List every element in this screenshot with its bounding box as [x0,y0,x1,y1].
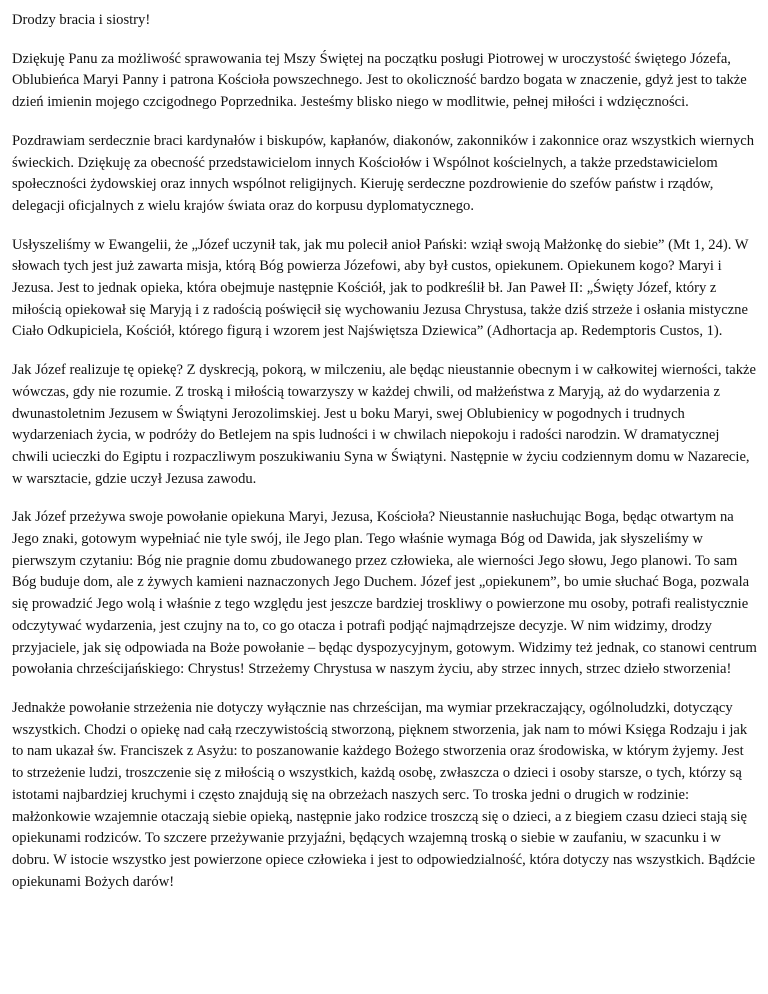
paragraph-5: Jak Józef przeżywa swoje powołanie opiekuna Maryi, Jezusa, Kościoła? Nieustannie nasłuchując Boga, będąc otwartym na Jego znaki, gotowym wypełniać nie tyle swój, ile Jego plan. Tego właśnie wymaga Bóg od Dawida, jak słyszeliśmy w pierwszym czytaniu: Bóg nie pragnie domu zbudowanego przez człowieka, ale wierności Jego słowu, Jego planowi. To sam Bóg buduje dom, ale z żywych kamieni naznaczonych Jego Duchem. Józef jest „opiekunem”, bo umie słuchać Boga, pozwala się prowadzić Jego wolą i właśnie z tego względu jest jeszcze bardziej troskliwy o powierzone mu osoby, potrafi realistycznie odczytywać wydarzenia, jest czujny na to, co go otacza i potrafi podjąć najmądrzejsze decyzje. W nim widzimy, drodzy przyjaciele, jak się odpowiada na Boże powołanie – będąc dyspozycyjnym, gotowym. Widzimy też jednak, co stanowi centrum powołania chrześcijańskiego: Chrystus! Strzeżemy Chrystusa w naszym życiu, aby strzec innych, strzec dzieło stworzenia! [12,509,757,678]
greeting-line: Drodzy bracia i siostry! [12,12,151,28]
homily-document [12,0,758,893]
paragraph-2: Pozdrawiam serdecznie braci kardynałów i biskupów, kapłanów, diakonów, zakonników i zakonnice oraz wszystkich wiernych świeckich. Dziękuję za obecność przedstawicielom innych Kościołów i Wspólnot kościelnych, a także przedstawicielom społeczności żydowskiej oraz innych wspólnot religijnych. Kieruję serdeczne pozdrowienie do szefów państw i rządów, delegacji oficjalnych z wielu krajów świata oraz do korpusu dyplomatycznego. [12,132,755,214]
paragraph-1: Dziękuję Panu za możliwość sprawowania tej Mszy Świętej na początku posługi Piotrowej w uroczystość świętego Józefa, Oblubieńca Maryi Panny i patrona Kościoła powszechnego. Jest to okoliczność bardzo bogata w znaczenie, gdyż jest to także dzień imienin mojego czcigodnego Poprzednika. Jesteśmy blisko niego w modlitwie, pełnej miłości i wdzięczności. [12,50,747,111]
paragraph-4: Jak Józef realizuje tę opiekę? Z dyskrecją, pokorą, w milczeniu, ale będąc nieustannie obecnym i w całkowitej wierności, także wówczas, gdy nie rozumie. Z troską i miłością towarzyszy w każdej chwili, od małżeństwa z Maryją, aż do wydarzenia z dwunastoletnim Jezusem w Świątyni Jerozolimskiej. Jest u boku Maryi, swej Oblubienicy w pogodnych i trudnych wydarzeniach życia, w podróży do Betlejem na spis ludności i w chwilach niepokoju i radości narodzin. W dramatycznej chwili ucieczki do Egiptu i rozpaczliwym poszukiwaniu Syna w Świątyni. Następnie w życiu codziennym domu w Nazarecie, w warsztacie, gdzie uczył Jezusa zawodu. [12,362,756,487]
paragraph-3: Usłyszeliśmy w Ewangelii, że „Józef uczynił tak, jak mu polecił anioł Pański: wziął swoją Małżonkę do siebie” (Mt 1, 24). W słowach tych jest już zawarta misja, którą Bóg powierza Józefowi, aby był custos, opiekunem. Opiekunem kogo? Maryi i Jezusa. Jest to jednak opieka, która obejmuje następnie Kościół, jak to podkreślił bł. Jan Paweł II: „Święty Józef, który z miłością opiekował się Maryją i z radością poświęcił się wychowaniu Jezusa Chrystusa, także dziś strzeże i osłania mistyczne Ciało Odkupiciela, Kościół, którego figurą i wzorem jest Najświętsza Dziewica” (Adhortacja ap. Redemptoris Custos, 1). [12,236,749,340]
paragraph-6: Jednakże powołanie strzeżenia nie dotyczy wyłącznie nas chrześcijan, ma wymiar przekraczający, ogólnoludzki, dotyczący wszystkich. Chodzi o opiekę nad całą rzeczywistością stworzoną, pięknem stworzenia, jak nam to mówi Księga Rodzaju i jak to nam ukazał św. Franciszek z Asyżu: to poszanowanie każdego Bożego stworzenia oraz środowiska, w którym żyjemy. Jest to strzeżenie ludzi, troszczenie się z miłością o wszystkich, każdą osobę, zwłaszcza o dzieci i osoby starsze, o tych, którzy są istotami najbardziej kruchymi i często znajdują się na obrzeżach naszych serc. To troska jedni o drugich w rodzinie: małżonkowie wzajemnie otaczają siebie opieką, następnie jako rodzice troszczą się o dzieci, a z biegiem czasu dzieci stają się opiekunami rodziców. To szczere przeżywanie przyjaźni, będących wzajemną troską o siebie w zaufaniu, w szacunku i w dobru. W istocie wszystko jest powierzone opiece człowieka i jest to odpowiedzialność, która dotyczy nas wszystkich. Bądźcie opiekunami Bożych darów! [12,699,756,890]
